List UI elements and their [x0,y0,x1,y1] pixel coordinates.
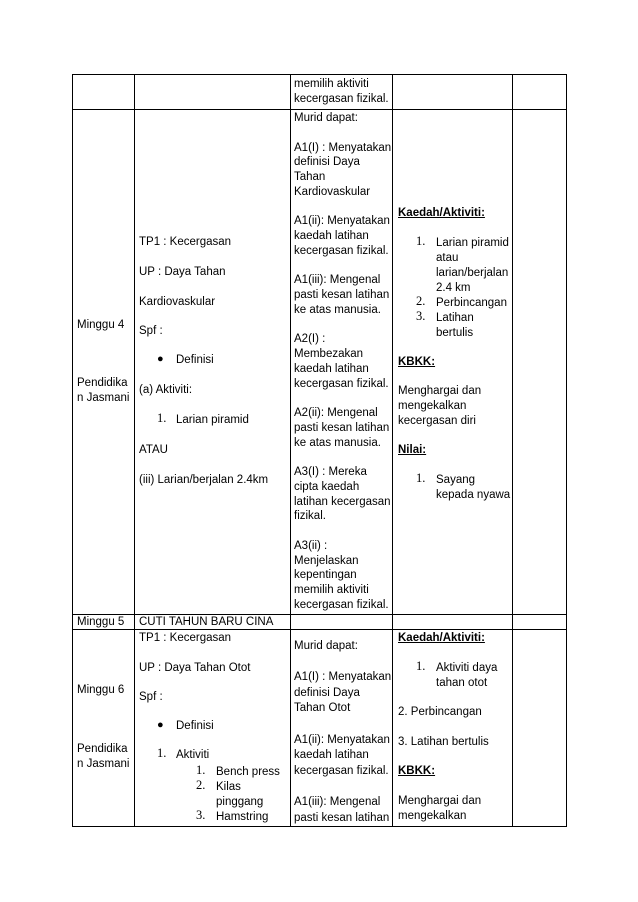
list-number: 1. [157,411,167,425]
tp-text: TP1 : Kecergasan [139,632,232,644]
aktiviti-text: (a) Aktiviti: [139,384,193,396]
list-item: 2.4 km [436,282,471,294]
list-item: 3. Latihan bertulis [398,736,489,748]
list-item: Kilas [216,781,241,793]
list-item: tahan otot [436,677,488,689]
week-label: Minggu 4 [77,319,125,331]
objective-line: A1(iii): Mengenal [294,796,381,808]
list-number: 3. [196,808,206,822]
list-item: Latihan [436,312,474,324]
objective-line: kaedah latihan [294,230,369,242]
column-divider [392,74,393,827]
objective-line: kecergasan fizikal. [294,93,389,105]
list-number: 2. [196,778,206,792]
objective-line: Menjelaskan [294,554,359,567]
kbkk-line: Menghargai dan [398,385,482,397]
objective-line: kecergasan fizikal. [294,764,389,777]
list-number: 1. [416,659,426,673]
objective-line: definisi Daya [294,686,360,699]
subject-label: n Jasmani [77,392,130,404]
table-border-top [72,74,567,75]
list-item: Hamstring [216,811,269,823]
objective-line: kecergasan fizikal. [294,244,389,257]
up-text: UP : Daya Tahan [139,266,226,278]
column-divider [134,74,135,827]
subject-label: Pendidika [77,377,128,389]
list-item: larian/berjalan [436,267,509,279]
up-text: UP : Daya Tahan Otot [139,662,251,674]
list-item: Aktiviti [176,749,210,761]
objective-line: pasti kesan latihan [294,289,390,301]
list-item: Perbincangan [436,297,507,309]
bullet-text: Definisi [176,720,214,732]
column-divider [72,74,73,827]
bullet-text: Definisi [176,354,214,366]
nilai-heading: Nilai: [398,444,427,456]
column-divider [566,74,567,827]
atau-text: ATAU [139,444,168,456]
objective-line: A1(I) : Menyatakan [294,671,392,684]
objective-line: A3(I) : Mereka [294,466,367,478]
objective-line: Murid dapat: [294,112,358,124]
column-divider [512,74,513,827]
list-number: 1. [416,471,426,485]
objective-line: latihan kecergasan [294,495,391,508]
list-item: Larian piramid [176,414,249,426]
objective-line: A3(ii) : [294,539,328,552]
objective-line: A1(I) : Menyatakan [294,141,392,154]
tp-text: TP1 : Kecergasan [139,236,232,248]
activity-alt: (iii) Larian/berjalan 2.4km [139,474,269,486]
objective-line: memilih aktiviti [294,584,369,596]
objective-line: memilih aktiviti [294,78,369,90]
holiday-text: CUTI TAHUN BARU CINA [139,616,274,628]
kbkk-heading: KBKK: [398,765,436,777]
list-item: atau [436,252,459,264]
list-item: Bench press [216,766,280,778]
objective-line: definisi Daya [294,156,360,169]
objective-line: Tahan Otot [294,702,351,715]
column-divider [290,74,291,827]
objective-line: fizikal. [294,510,326,523]
kbkk-line: mengekalkan [398,400,467,412]
list-item: pinggang [216,796,264,808]
list-item: Aktiviti daya [436,662,498,674]
objective-line: A2(ii): Mengenal [294,407,378,419]
list-number: 1. [416,234,426,248]
spf-text: Spf : [139,691,163,703]
objective-line: A1(ii): Menyatakan [294,215,390,228]
objective-line: Kardiovaskular [294,185,371,198]
objective-line: kaedah latihan [294,362,369,375]
table-border-bottom [72,826,567,827]
objective-line: A1(ii): Menyatakan [294,733,390,746]
method-heading: Kaedah/Aktiviti: [398,207,485,219]
subject-label: n Jasmani [77,758,130,770]
spf-text: Spf : [139,325,163,337]
objective-line: Murid dapat: [294,640,358,652]
list-item: kepada nyawa [436,489,511,501]
objective-line: ke atas manusia. [294,436,381,449]
objective-line: Membezakan [294,348,364,360]
kbkk-line: kecergasan diri [398,415,476,427]
objective-line: cipta kaedah [294,480,360,493]
kbkk-heading: KBKK: [398,356,436,368]
objective-line: kaedah latihan [294,749,369,762]
objective-line: Tahan [294,171,326,183]
list-number: 1. [196,763,206,777]
method-heading: Kaedah/Aktiviti: [398,632,485,644]
objective-line: ke atas manusia. [294,303,381,316]
kbkk-line: mengekalkan [398,810,467,822]
subject-label: Pendidika [77,743,128,755]
objective-line: pasti kesan latihan [294,421,390,434]
objective-line: A2(I) : [294,333,326,346]
objective-line: kecergasan fizikal. [294,598,389,611]
list-item: Sayang [436,474,476,486]
list-number: 1. [157,746,167,760]
week-label: Minggu 6 [77,684,125,696]
objective-line: kepentingan [294,569,357,582]
objective-line: A1(iii): Mengenal [294,274,381,287]
objective-line: pasti kesan latihan [294,811,390,824]
kbkk-line: Menghargai dan [398,795,482,807]
row-divider [72,109,567,110]
week-label: Minggu 5 [77,616,125,628]
bullet-icon: ● [157,353,164,365]
list-item: 2. Perbincangan [398,706,482,718]
bullet-icon: ● [157,719,164,731]
up-text-cont: Kardiovaskular [139,296,216,308]
objective-line: kecergasan fizikal. [294,377,389,390]
list-number: 2. [416,294,426,308]
list-item: bertulis [436,327,474,339]
list-number: 3. [416,309,426,323]
list-item: Larian piramid [436,237,509,249]
